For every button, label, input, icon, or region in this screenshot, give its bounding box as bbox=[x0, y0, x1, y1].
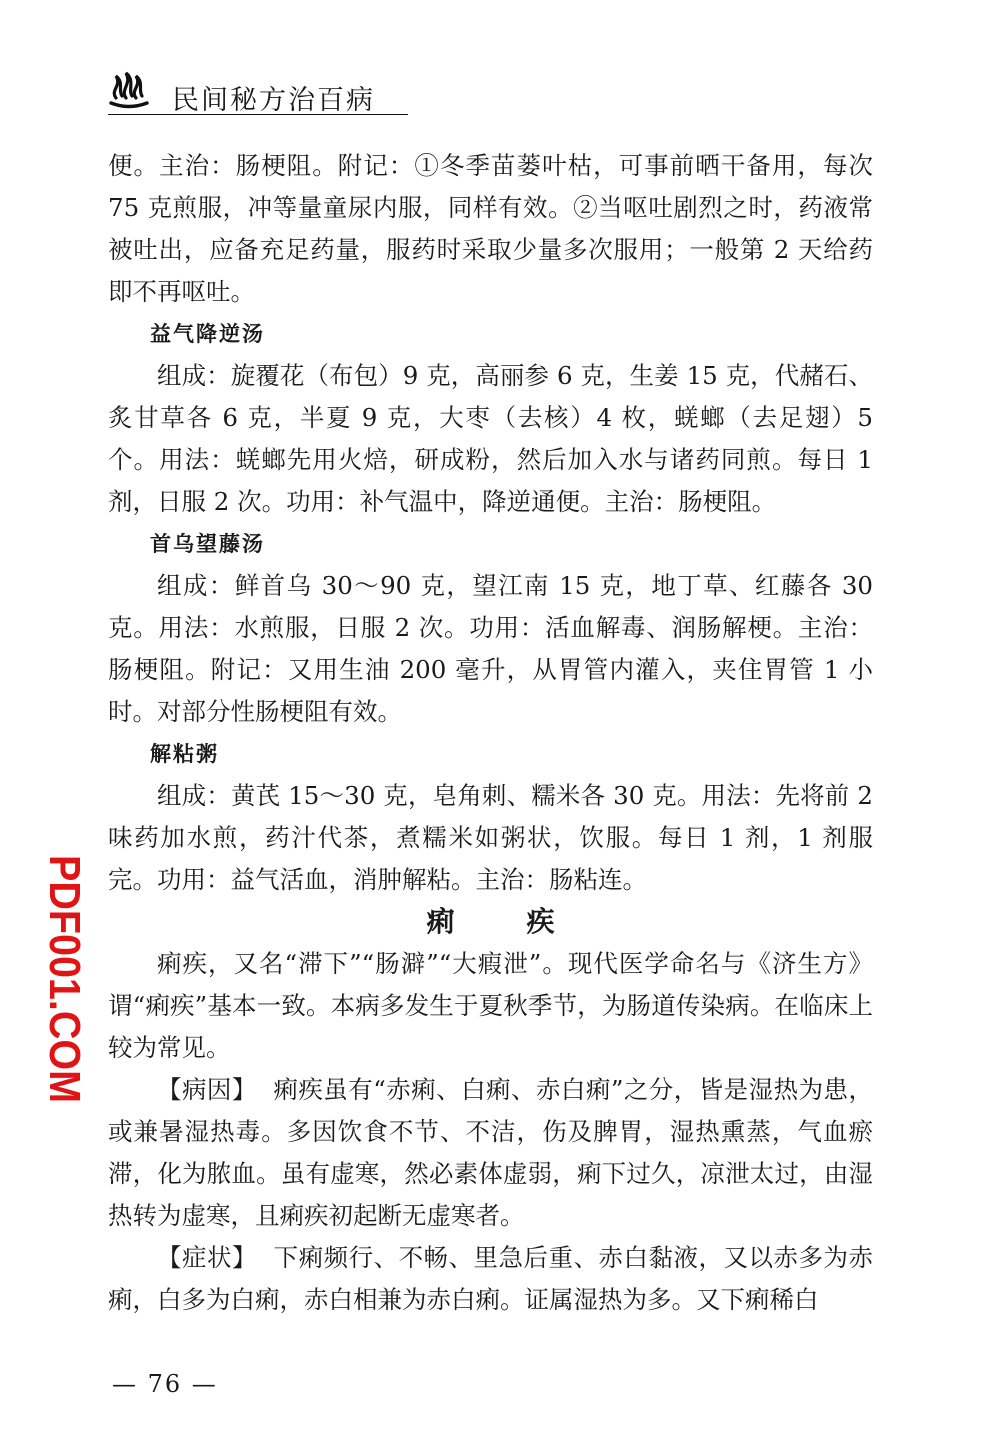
section-heading-dysentery: 痢疾 bbox=[426, 905, 627, 938]
book-title: 民间秘方治百病 bbox=[172, 85, 375, 116]
cause-text: 痢疾虽有“赤痢、白痢、赤白痢”之分，皆是湿热为患，或兼暑湿热毒。多因饮食不节、不洁，伤及脾胃，湿热熏蒸，气血瘀滞，化为脓血。虽有虚寒，然必素体虚弱，痢下过久，凉泄太过，由湿热转为虚寒，且痢疾初起断无虚寒者。 bbox=[108, 1075, 873, 1230]
symptom-label: 【症状】 bbox=[157, 1243, 257, 1272]
page-body bbox=[108, 145, 873, 1321]
symptom-paragraph bbox=[108, 1237, 873, 1321]
paragraph-continuation: 便。主治：肠梗阻。附记：①冬季苗蒌叶枯，可事前晒干备用，每次 75 克煎服，冲等量童尿内服，同样有效。②当呕吐剧烈之时，药液常被吐出，应备充足药量，服药时采取少量多次服用；一般第 2 天给药即不再呕吐。 bbox=[108, 151, 873, 306]
page-number: — 76 — bbox=[112, 1370, 218, 1398]
watermark-text: PDF001.COM bbox=[40, 855, 89, 1132]
symptom-text: 下痢频行、不畅、里急后重、赤白黏液，又以赤多为赤痢，白多为白痢，赤白相兼为赤白痢。证属湿热为多。又下痢稀白 bbox=[108, 1243, 874, 1314]
running-header bbox=[108, 68, 868, 116]
recipe-title-yiqi: 益气降逆汤 bbox=[150, 321, 265, 346]
cause-label: 【病因】 bbox=[157, 1075, 257, 1104]
section-intro: 痢疾，又名“滞下”“肠澼”“大瘕泄”。现代医学命名与《济生方》谓“痢疾”基本一致。本病多发生于夏秋季节，为肠道传染病。在临床上较为常见。 bbox=[108, 949, 873, 1062]
recipe-title-jiezhan: 解粘粥 bbox=[150, 741, 219, 766]
recipe-body-shouwu: 组成：鲜首乌 30～90 克，望江南 15 克，地丁草、红藤各 30 克。用法：水煎服，日服 2 次。功用：活血解毒、润肠解梗。主治：肠梗阻。附记：又用生油 200 毫升，从胃管内灌入，夹住胃管 1 小时。对部分性肠梗阻有效。 bbox=[108, 571, 873, 726]
recipe-body-jiezhan: 组成：黄芪 15～30 克，皂角刺、糯米各 30 克。用法：先将前 2 味药加水煎，药汁代茶，煮糯米如粥状，饮服。每日 1 剂，1 剂服完。功用：益气活血，消肿解粘。主治：肠粘连。 bbox=[108, 781, 873, 894]
header-divider bbox=[108, 114, 408, 115]
flame-logo-icon bbox=[108, 68, 150, 110]
watermark bbox=[8, 855, 89, 1132]
recipe-body-yiqi: 组成：旋覆花（布包）9 克，高丽参 6 克，生姜 15 克，代赭石、炙甘草各 6 克，半夏 9 克，大枣（去核）4 枚，蜣螂（去足翅）5 个。用法：蜣螂先用火焙，研成粉，然后加入水与诸药同煎。每日 1 剂，日服 2 次。功用：补气温中，降逆通便。主治：肠梗阻。 bbox=[108, 361, 873, 516]
cause-paragraph bbox=[108, 1069, 873, 1237]
recipe-title-shouwu: 首乌望藤汤 bbox=[150, 531, 265, 556]
